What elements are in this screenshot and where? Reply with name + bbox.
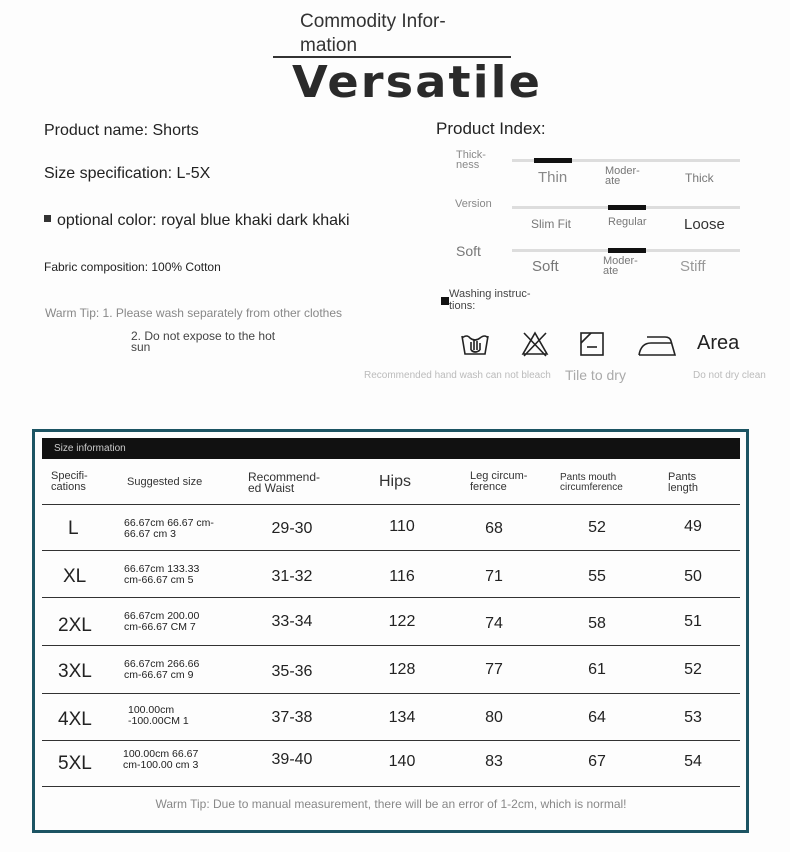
caption-hand-wash: Recommended hand wash can not bleach xyxy=(364,370,551,381)
option-stiff: Stiff xyxy=(680,258,706,275)
option-loose: Loose xyxy=(684,216,725,233)
row-divider xyxy=(42,693,740,694)
cell-suggested: 100.00cm -100.00CM 1 xyxy=(128,704,189,727)
cell-leg: 74 xyxy=(485,615,503,632)
cell-suggested: 100.00cm 66.67 cm-100.00 cm 3 xyxy=(123,748,199,771)
header-pants-length: Pants length xyxy=(668,471,698,494)
cell-waist: 39-40 xyxy=(271,751,313,768)
cell-hips: 122 xyxy=(388,613,416,630)
cell-mouth: 64 xyxy=(588,709,606,726)
option-slim-fit: Slim Fit xyxy=(531,217,571,231)
cell-mouth: 55 xyxy=(588,568,606,585)
cell-length: 52 xyxy=(684,661,702,678)
washing-title: Washing instruc-tions: xyxy=(449,288,531,312)
header-hips: Hips xyxy=(379,473,412,490)
page-title: Versatile xyxy=(292,57,543,108)
cell-suggested: 66.67cm 133.33 cm-66.67 cm 5 xyxy=(124,563,200,586)
cell-leg: 83 xyxy=(485,753,503,770)
cell-length: 54 xyxy=(684,753,702,770)
cell-mouth: 52 xyxy=(588,519,606,536)
cell-waist: 37-38 xyxy=(271,709,313,726)
cell-suggested: 66.67cm 66.67 cm-66.67 cm 3 xyxy=(124,517,214,540)
cell-size: XL xyxy=(63,566,87,587)
row-divider xyxy=(42,645,740,646)
cell-size: 4XL xyxy=(58,709,92,730)
product-name: Product name: Shorts xyxy=(44,122,199,139)
cell-waist: 31-32 xyxy=(271,568,313,585)
cell-suggested: 66.67cm 200.00 cm-66.67 CM 7 xyxy=(124,610,200,633)
option-regular: Regular xyxy=(608,216,647,228)
cell-leg: 71 xyxy=(485,568,503,585)
cell-hips: 140 xyxy=(388,753,416,770)
cell-length: 50 xyxy=(684,568,702,585)
index-label-soft: Soft xyxy=(456,243,481,259)
option-moderate: Moder-ate xyxy=(603,255,638,277)
cell-hips: 128 xyxy=(388,661,416,678)
cell-waist: 29-30 xyxy=(271,520,313,537)
table-footnote: Warm Tip: Due to manual measurement, there will be an error of 1-2cm, which is normal! xyxy=(155,797,627,811)
row-divider xyxy=(42,740,740,741)
fabric-composition: Fabric composition: 100% Cotton xyxy=(44,260,221,274)
warm-tip-1: Warm Tip: 1. Please wash separately from other clothes xyxy=(45,306,343,320)
index-marker-softness xyxy=(608,248,646,253)
color-options: optional color: royal blue khaki dark khaki xyxy=(57,212,350,229)
cell-mouth: 67 xyxy=(588,753,606,770)
header-leg-circumference: Leg circum-ference xyxy=(470,470,528,493)
row-divider xyxy=(42,597,740,598)
row-divider xyxy=(42,786,740,787)
cell-waist: 33-34 xyxy=(271,613,313,630)
index-marker-version xyxy=(608,205,646,210)
caption-no-dry-clean: Do not dry clean xyxy=(693,370,766,381)
cell-leg: 68 xyxy=(485,520,503,537)
index-label-thickness: Thick-ness xyxy=(456,149,486,171)
cell-length: 49 xyxy=(684,518,702,535)
cell-hips: 134 xyxy=(388,709,416,726)
product-index-title: Product Index: xyxy=(436,119,546,138)
hand-wash-icon xyxy=(460,330,490,358)
size-table-title: Size information xyxy=(42,438,740,459)
cell-waist: 35-36 xyxy=(271,663,313,680)
iron-icon xyxy=(637,333,677,357)
row-divider xyxy=(42,550,740,551)
cell-leg: 77 xyxy=(485,661,503,678)
header-waist: Recommend-ed Waist xyxy=(248,470,321,495)
cell-mouth: 61 xyxy=(588,661,606,678)
bullet-icon xyxy=(441,297,449,305)
cell-hips: 116 xyxy=(389,568,415,585)
cell-suggested: 66.67cm 266.66 cm-66.67 cm 9 xyxy=(124,658,200,681)
area-label: Area xyxy=(697,332,740,354)
cell-size: 3XL xyxy=(58,661,92,682)
size-spec: Size specification: L-5X xyxy=(44,165,211,182)
tumble-dry-icon xyxy=(579,331,605,357)
cell-size: 5XL xyxy=(58,753,92,774)
option-thick: Thick xyxy=(685,171,714,185)
index-label-version: Version xyxy=(455,198,492,210)
cell-mouth: 58 xyxy=(588,615,606,632)
index-marker-thickness xyxy=(534,158,572,163)
cell-hips: 110 xyxy=(389,518,415,535)
no-bleach-icon xyxy=(521,330,549,358)
cell-size: 2XL xyxy=(58,615,92,636)
header-suggested-size: Suggested size xyxy=(127,476,203,488)
warm-tip-2: 2. Do not expose to the hot sun xyxy=(131,329,276,354)
bullet-icon xyxy=(44,215,51,222)
cell-leg: 80 xyxy=(485,709,503,726)
header-specifications: Specifi-cations xyxy=(51,470,88,493)
option-soft: Soft xyxy=(532,258,559,275)
cell-length: 51 xyxy=(684,613,702,630)
color-line xyxy=(44,212,350,230)
caption-tile-dry: Tile to dry xyxy=(565,367,626,383)
option-thin: Thin xyxy=(538,169,568,186)
header-subtitle: Commodity Infor-mation xyxy=(300,11,446,56)
header-pants-mouth: Pants mouth circumference xyxy=(560,472,623,493)
cell-size: L xyxy=(68,518,79,539)
cell-length: 53 xyxy=(684,709,702,726)
option-moderate: Moder-ate xyxy=(605,165,640,187)
row-divider xyxy=(42,504,740,505)
